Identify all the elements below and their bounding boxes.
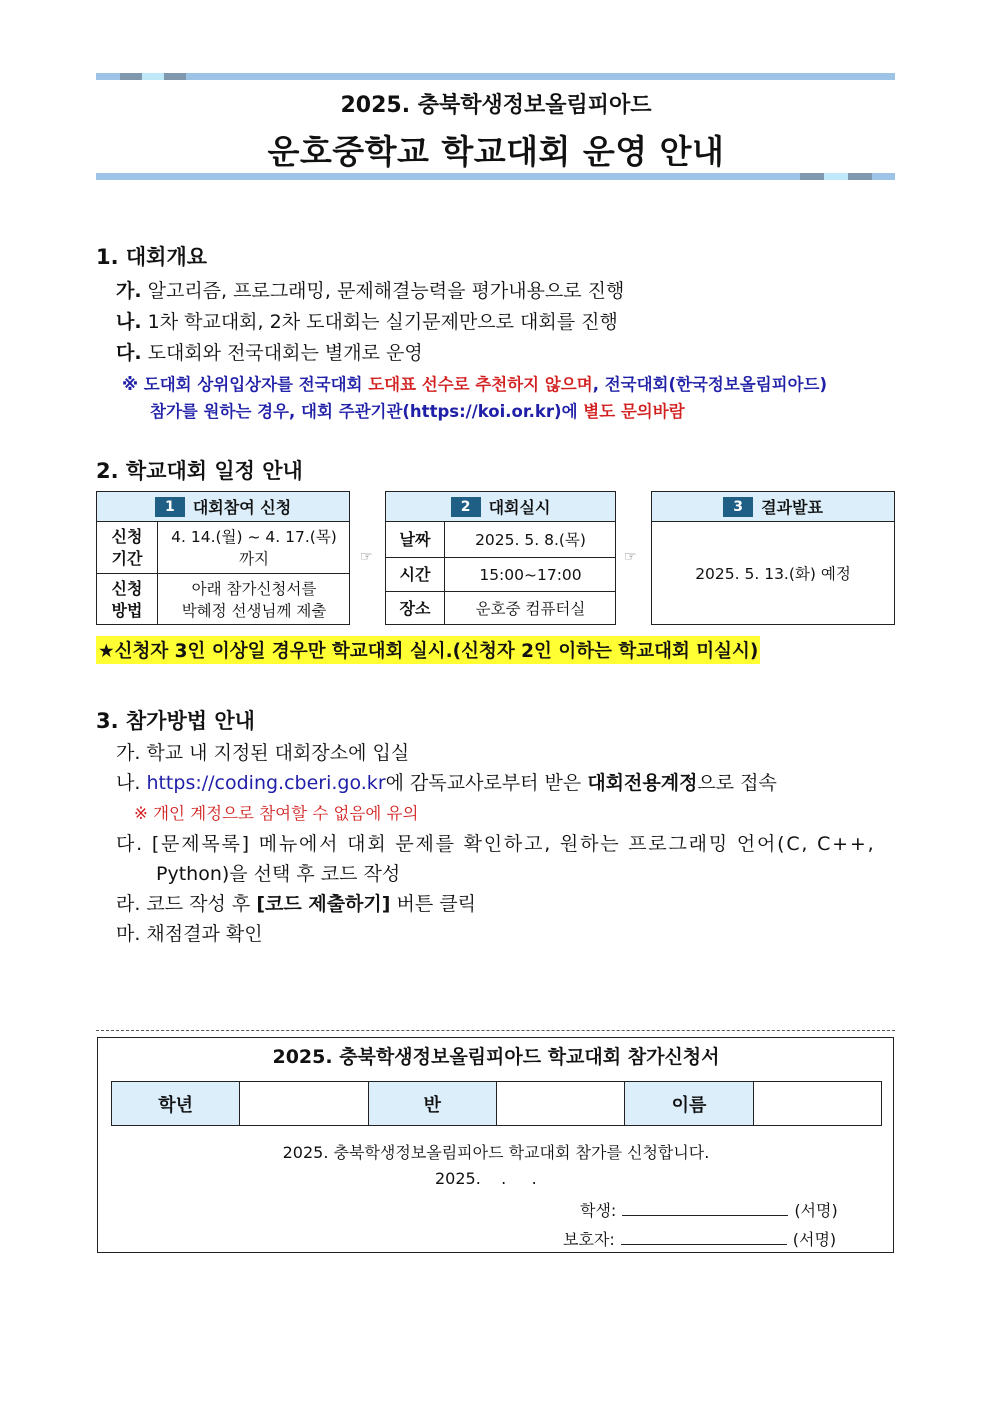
date-label: 날짜 bbox=[399, 530, 431, 549]
section1-heading: 1. 대회개요 bbox=[96, 245, 208, 269]
list-item: 다. [문제목록] 메뉴에서 대회 문제를 확인하고, 원하는 프로그래밍 언어(C, C++, bbox=[116, 833, 876, 855]
notice-line2: 참가를 원하는 경우, 대회 주관기관(https://koi.or.kr)에 별도 문의바람 bbox=[150, 402, 685, 421]
box-header bbox=[652, 492, 894, 522]
account-notice: ※ 개인 계정으로 참여할 수 없음에 유의 bbox=[134, 804, 419, 823]
notice-line1: ※ 도대회 상위입상자를 전국대회 도대표 선수로 추천하지 않으며, 전국대회(한국정보올림피아드) bbox=[122, 375, 827, 394]
box-title: 대회참여 신청 bbox=[192, 498, 292, 517]
header-bottom-bar bbox=[96, 173, 895, 180]
list-item: 나. 1차 학교대회, 2차 도대회는 실기문제만으로 대회를 진행 bbox=[116, 311, 618, 333]
bar-segment bbox=[800, 173, 824, 180]
arrow-icon: ☞ bbox=[360, 549, 373, 565]
sign-label: (서명) bbox=[792, 1230, 837, 1249]
date-value: 2025. 5. 8.(목) bbox=[475, 531, 586, 549]
apply-period-value: 4. 14.(월) ~ 4. 17.(목) 까지 bbox=[171, 528, 337, 568]
class-header: 반 bbox=[369, 1082, 497, 1125]
box-header bbox=[97, 492, 349, 522]
student-signature-row bbox=[580, 1198, 838, 1221]
list-item-continued: Python)을 선택 후 코드 작성 bbox=[156, 863, 401, 885]
form-statement: 2025. 충북학생정보올림피아드 학교대회 참가를 신청합니다. bbox=[282, 1143, 710, 1162]
grade-header: 학년 bbox=[112, 1082, 240, 1125]
title-small: 2025. 충북학생정보올림피아드 bbox=[340, 93, 652, 118]
highlight-notice: ★신청자 3인 이상일 경우만 학교대회 실시.(신청자 2인 이하는 학교대회 미실시) bbox=[96, 636, 760, 664]
student-label: 학생: bbox=[580, 1201, 617, 1220]
form-date: 2025. . . bbox=[435, 1169, 537, 1188]
guardian-signature-row bbox=[563, 1227, 836, 1250]
step-badge: 2 bbox=[451, 497, 481, 517]
list-item: 라. 코드 작성 후 [코드 제출하기] 버튼 클릭 bbox=[116, 893, 476, 915]
list-item: 가. 알고리즘, 프로그래밍, 문제해결능력을 평가내용으로 진행 bbox=[116, 280, 625, 302]
box-title: 결과발표 bbox=[761, 498, 823, 517]
list-item: 가. 학교 내 지정된 대회장소에 입실 bbox=[116, 742, 410, 764]
bar-segment bbox=[824, 173, 848, 180]
time-value: 15:00~17:00 bbox=[479, 565, 582, 584]
list-item: 마. 채점결과 확인 bbox=[116, 923, 263, 945]
coding-site-link[interactable]: https://coding.cberi.go.kr bbox=[146, 772, 386, 794]
sign-label: (서명) bbox=[794, 1201, 838, 1220]
box-header bbox=[386, 492, 615, 522]
result-date-value: 2025. 5. 13.(화) 예정 bbox=[695, 565, 851, 583]
name-header: 이름 bbox=[625, 1082, 753, 1125]
place-label: 장소 bbox=[399, 598, 431, 618]
class-field[interactable] bbox=[497, 1082, 625, 1125]
box-title: 대회실시 bbox=[488, 498, 551, 517]
step-badge: 3 bbox=[723, 497, 753, 517]
step-badge: 1 bbox=[155, 497, 185, 517]
section2-heading: 2. 학교대회 일정 안내 bbox=[96, 459, 303, 483]
form-title: 2025. 충북학생정보올림피아드 학교대회 참가신청서 bbox=[272, 1046, 720, 1068]
schedule-contest-box bbox=[385, 491, 616, 625]
time-label: 시간 bbox=[399, 564, 431, 584]
schedule-apply-box bbox=[96, 491, 350, 625]
arrow-icon: ☞ bbox=[624, 549, 637, 565]
bar-segment bbox=[848, 173, 872, 180]
guardian-label: 보호자: bbox=[563, 1230, 615, 1249]
list-item: 다. 도대회와 전국대회는 별개로 운영 bbox=[116, 342, 423, 364]
student-signature-field[interactable] bbox=[622, 1202, 788, 1216]
guardian-signature-field[interactable] bbox=[621, 1231, 787, 1245]
place-value: 운호중 컴퓨터실 bbox=[475, 599, 586, 618]
apply-method-value: 아래 참가신청서를 박혜정 선생님께 제출 bbox=[181, 579, 327, 620]
apply-period-label: 신청 기간 bbox=[111, 527, 143, 568]
bar-segment bbox=[164, 73, 186, 80]
form-table bbox=[111, 1081, 882, 1126]
section3-heading: 3. 참가방법 안내 bbox=[96, 709, 255, 733]
name-field[interactable] bbox=[754, 1082, 881, 1125]
bar-segment bbox=[142, 73, 164, 80]
bar-segment bbox=[120, 73, 142, 80]
list-item: 나. https://coding.cberi.go.kr에 감독교사로부터 받은 대회전용계정으로 접속 bbox=[116, 772, 777, 794]
grade-field[interactable] bbox=[240, 1082, 368, 1125]
schedule-result-box bbox=[651, 491, 895, 625]
cut-line bbox=[96, 1030, 895, 1031]
apply-method-label: 신청 방법 bbox=[111, 578, 143, 620]
header-top-bar bbox=[96, 73, 895, 80]
page-title: 운호중학교 학교대회 운영 안내 bbox=[267, 132, 725, 171]
